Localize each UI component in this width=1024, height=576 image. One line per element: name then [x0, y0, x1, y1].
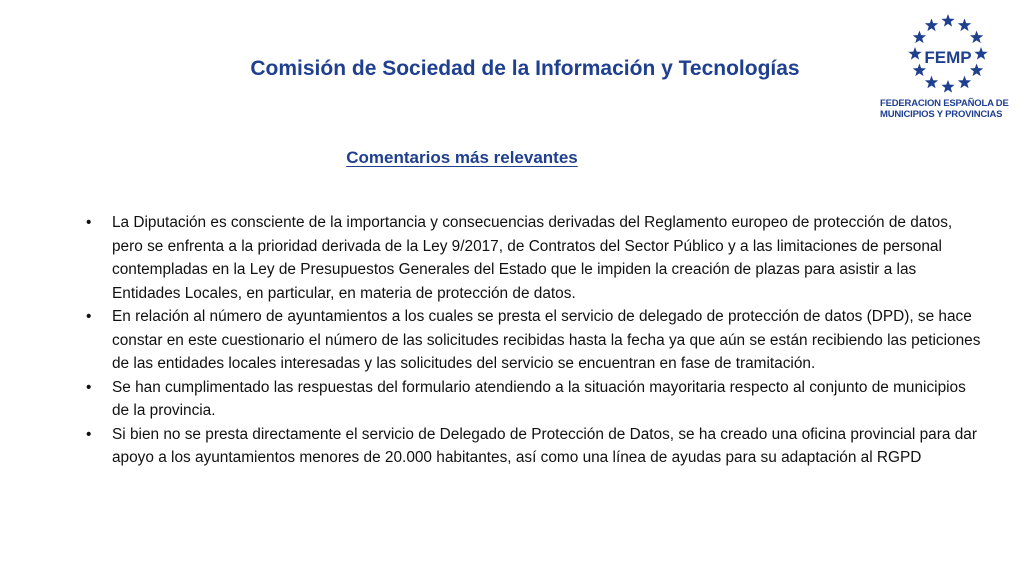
list-item-text: La Diputación es consciente de la importancia y consecuencias derivadas del Reglamento europeo de protección de datos, pero se enfrenta a la prioridad derivada de la Ley 9/2017, de Contratos del Sector Público y a las limitaciones de personal contempladas en la Ley de Presupuestos Generales del Estado que le impiden la creación de plazas para asistir a las Entidades Locales, en particular, en materia de protección de datos. [112, 214, 953, 302]
list-item-text: En relación al número de ayuntamientos a los cuales se presta el servicio de delegado de protección de datos (DPD), se hace constar en este cuestionario el número de las solicitudes recibidas hasta la fecha ya que aún se están recibiendo las peticiones de las entidades locales interesadas y las solicitudes del servicio se encuentran en fase de tramitación. [112, 308, 981, 372]
star-icon [941, 80, 954, 93]
list-item-text: Se han cumplimentado las respuestas del formulario atendiendo a la situación mayoritaria respecto al conjunto de municipios de la provincia. [112, 378, 966, 419]
bullet-icon: • [86, 425, 92, 443]
bullet-icon: • [86, 378, 92, 396]
star-icon [970, 64, 983, 77]
bullet-icon: • [86, 308, 92, 325]
logo-acronym: FEMP [924, 48, 972, 67]
section-heading: Comentarios más relevantes [346, 148, 578, 167]
bullet-list [82, 211, 986, 470]
femp-logo [878, 12, 1018, 122]
star-icon [974, 47, 987, 60]
star-icon [913, 31, 926, 44]
slide-title: Comisión de Sociedad de la Información y Tecnologías [250, 57, 800, 80]
star-icon [958, 18, 971, 31]
list-item [82, 423, 986, 470]
star-icon [925, 18, 938, 31]
star-icon [908, 47, 921, 60]
bullet-icon: • [86, 214, 92, 231]
logo-caption-line1: FEDERACION ESPAÑOLA DE [880, 98, 1009, 109]
list-item [82, 376, 986, 423]
list-item [82, 305, 986, 376]
logo-caption-line2: MUNICIPIOS Y PROVINCIAS [880, 109, 1003, 120]
star-icon [925, 76, 938, 89]
logo-caption [880, 98, 1020, 120]
star-ring-logo-icon [896, 12, 1000, 96]
star-icon [970, 31, 983, 44]
list-item-text: Si bien no se presta directamente el servicio de Delegado de Protección de Datos, se ha creado una oficina provincial para dar apoyo a los ayuntamientos menores de 20.000 habitantes, así como una línea de ayudas para su adaptación al RGPD [112, 425, 977, 466]
star-icon [958, 76, 971, 89]
star-icon [941, 14, 954, 27]
list-item [82, 211, 986, 305]
